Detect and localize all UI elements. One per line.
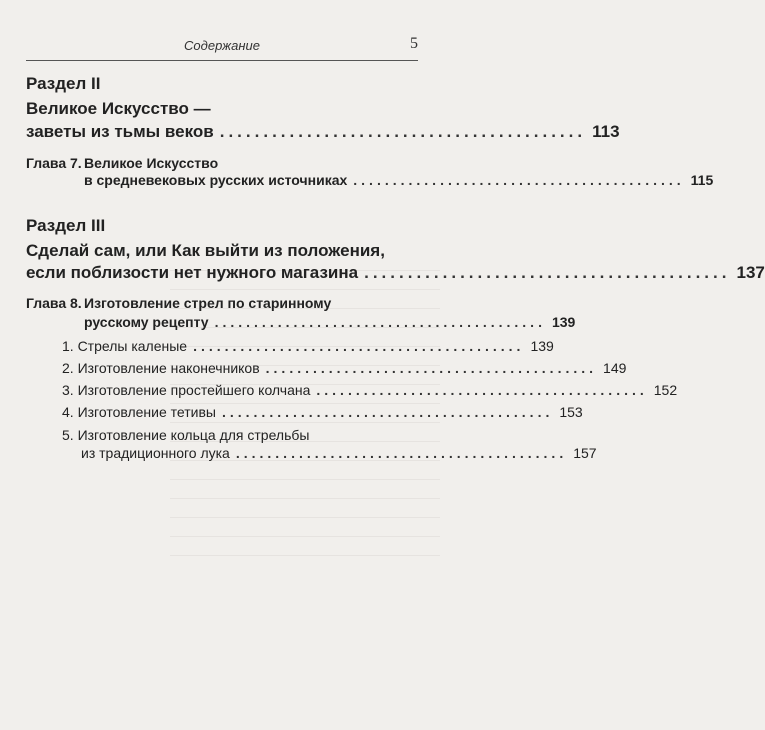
toc-item-page: 153 (559, 404, 583, 420)
section-2-page: 113 (592, 122, 620, 141)
leader-dots: .......................................... (265, 360, 598, 376)
toc-item-page: 157 (573, 445, 597, 461)
toc-entry-chapter-8-cont[interactable] (84, 314, 576, 330)
leader-dots: .......................................... (364, 263, 731, 282)
leader-dots: .......................................... (214, 314, 546, 330)
toc-item-text: 3. Изготовление простейшего колчана (62, 382, 311, 398)
leader-dots: .......................................... (353, 172, 685, 188)
toc-item-5-cont[interactable] (81, 445, 597, 461)
leader-dots: .......................................... (235, 445, 568, 461)
chapter-7-page: 115 (690, 172, 714, 188)
toc-entry-section-3[interactable] (26, 263, 765, 283)
page-header (26, 35, 418, 61)
section-3-title-line1: Сделай сам, или Как выйти из положения, (26, 241, 385, 260)
toc-item-page: 139 (530, 338, 554, 354)
running-title: Содержание (184, 38, 260, 53)
chapter-7-title-line1: Великое Искусство (84, 155, 219, 171)
toc-item-4[interactable] (62, 404, 583, 420)
leader-dots: .......................................... (316, 382, 648, 398)
chapter-7-title-line2: в средневековых русских источниках (84, 172, 348, 188)
chapter-8-title-line1: Изготовление стрел по старинному (84, 295, 332, 311)
toc-entry-chapter-8[interactable] (26, 295, 418, 311)
section-3-title-line2: если поблизости нет нужного магазина (26, 263, 359, 282)
leader-dots: .......................................... (193, 338, 525, 354)
toc-item-5[interactable] (62, 427, 418, 443)
toc-entry-chapter-7-cont[interactable] (84, 172, 714, 188)
leader-dots: .......................................... (221, 404, 554, 420)
chapter-7-label: Глава 7. (26, 155, 82, 171)
toc-item-text-line2: из традиционного лука (81, 445, 230, 461)
toc-entry-chapter-7[interactable] (26, 155, 418, 171)
toc-item-3[interactable] (62, 382, 678, 398)
toc-entry-section-2[interactable] (26, 122, 620, 142)
toc-item-page: 149 (603, 360, 627, 376)
toc-item-text: 5. Изготовление кольца для стрельбы (62, 427, 310, 443)
section-2-label: Раздел II (26, 74, 101, 93)
chapter-8-page: 139 (551, 314, 576, 330)
section-3-label: Раздел III (26, 216, 106, 235)
toc-item-text: 2. Изготовление наконечников (62, 360, 260, 376)
toc-item-page: 152 (653, 382, 678, 398)
leader-dots: .......................................... (219, 122, 587, 141)
chapter-8-title-line2: русскому рецепту (84, 314, 209, 330)
toc-item-text: 4. Изготовление тетивы (62, 404, 216, 420)
section-2-title-line1: Великое Искусство — (26, 99, 211, 118)
toc-item-1[interactable] (62, 338, 554, 354)
toc-item-2[interactable] (62, 360, 627, 376)
section-2-title-line2: заветы из тьмы веков (26, 122, 214, 141)
page-number: 5 (410, 35, 418, 52)
chapter-8-label: Глава 8. (26, 295, 82, 311)
section-3-page: 137 (736, 263, 765, 282)
toc-item-text: 1. Стрелы каленые (62, 338, 188, 354)
